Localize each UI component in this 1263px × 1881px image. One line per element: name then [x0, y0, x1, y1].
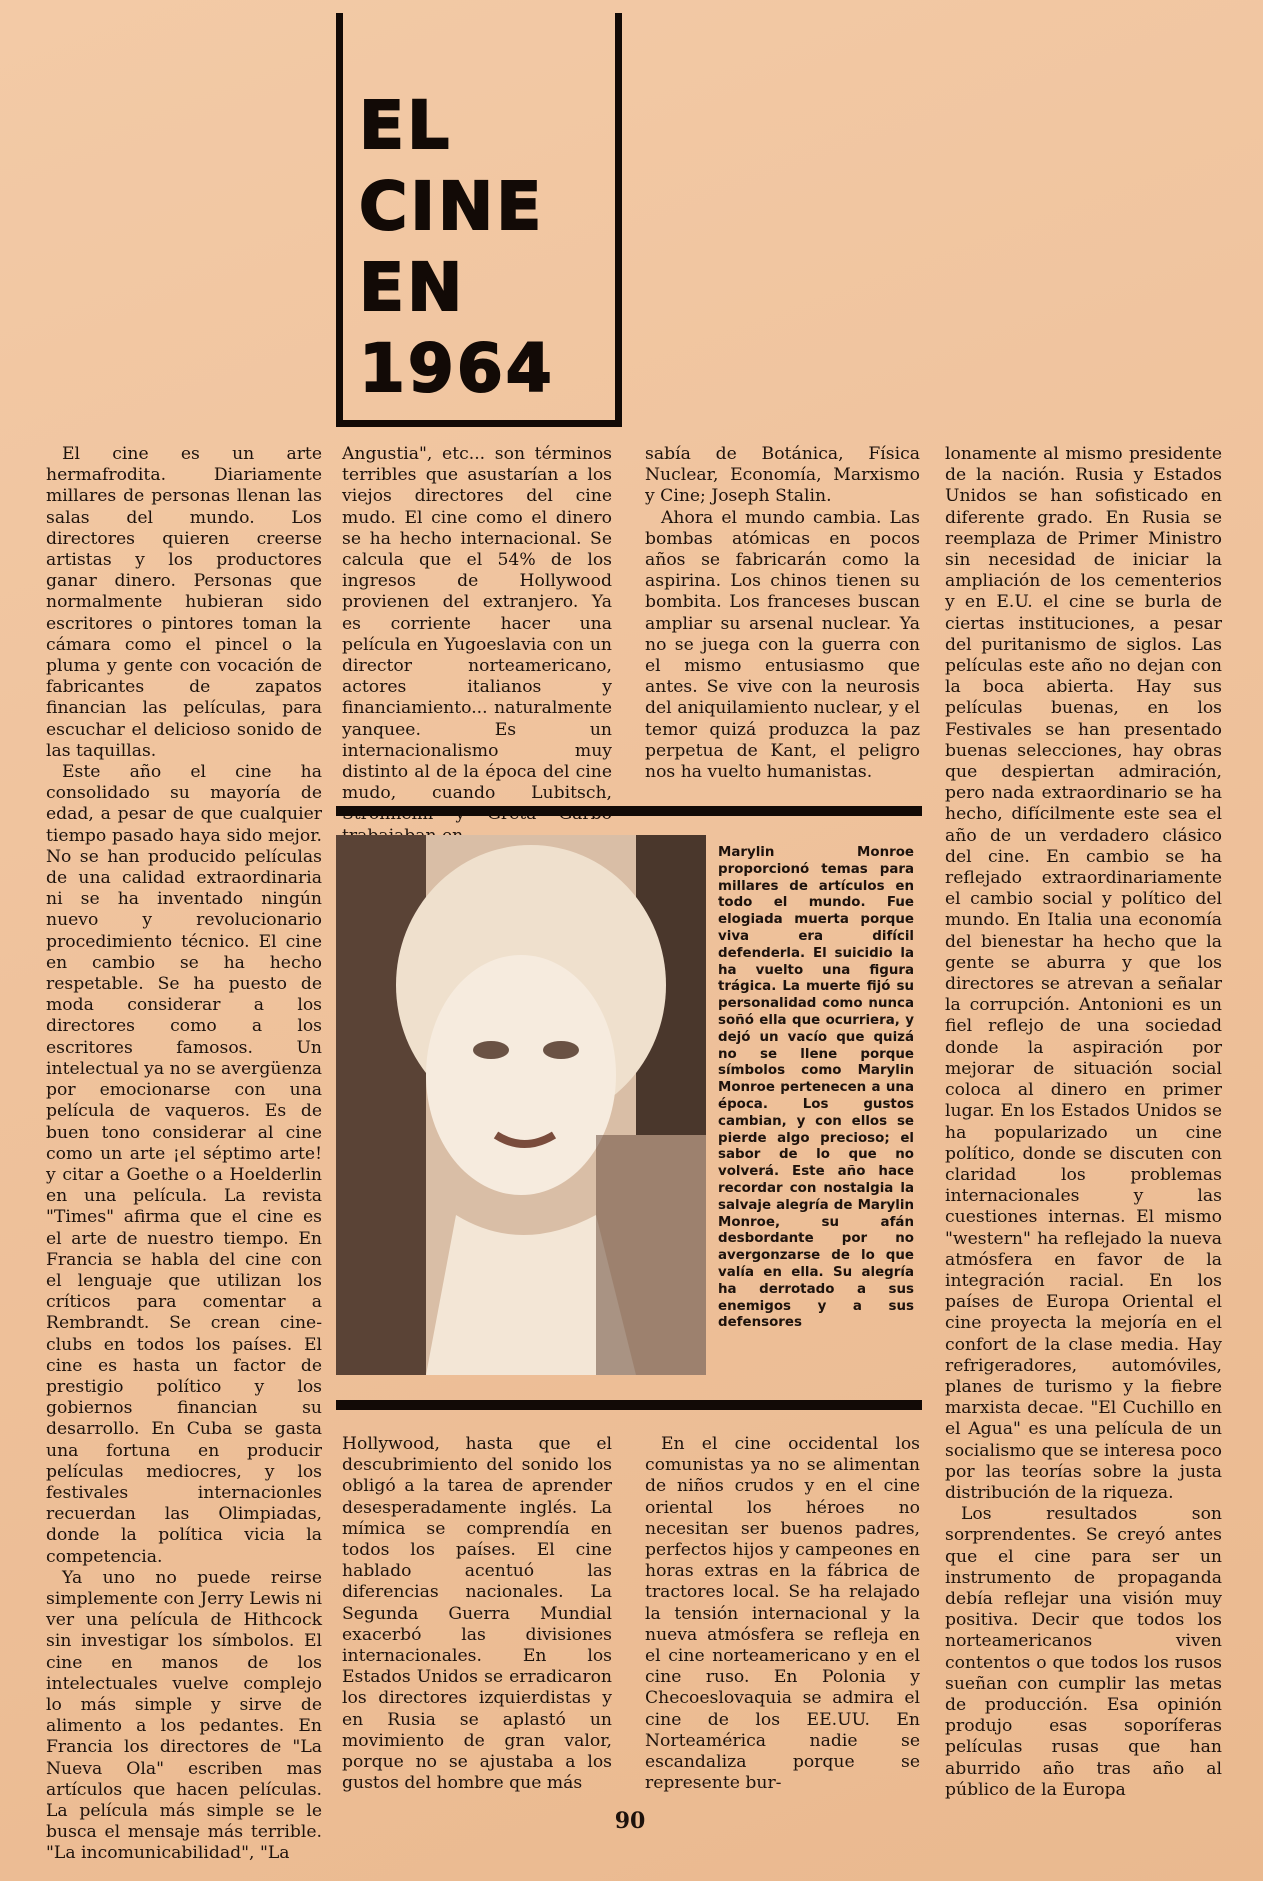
paragraph: Los resultados son sorprendentes. Se creyó antes que el cine para ser un instrumento de propaganda debía reflejar una visión muy positiva. Decir que todos los norteamericanos viven contentos o que todos los rusos sueñan con cumplir las metas de producción. Esa opinión produjo esas soporíferas películas rusas que han aburrido año tras año al público de la Europa	[945, 1504, 1222, 1800]
paragraph: Este año el cine ha consolidado su mayoría de edad, a pesar de que cualquier tiempo pasado haya sido mejor. No se han producido películas de una calidad extraordinaria ni se ha inventado ningún nuevo y revolucionario procedimiento técnico. El cine en cambio se ha hecho respetable. Se ha puesto de moda considerar a los directores como a los escritores famosos. Un intelectual ya no se avergüenza por emocionarse con una película de vaqueros. Es de buen tono considerar al cine como un arte ¡el séptimo arte! y citar a Goethe o a Hoelderlin en una película. La revista "Times" afirma que el cine es el arte de nuestro tiempo. En Francia se habla del cine con el lenguaje que utilizan los críticos para comentar a Rembrandt. Se crean cine-clubs en todos los países. El cine es hasta un factor de prestigio político y los gobiernos financian su desarrollo. En Cuba se gasta una fortuna en producir películas mediocres, y los festivales internacionles recuerdan las Olimpiadas, donde la política vicia la competencia.	[46, 762, 322, 1567]
paragraph: sabía de Botánica, Física Nuclear, Economía, Marxismo y Cine; Joseph Stalin.	[645, 444, 920, 507]
title-box	[336, 13, 622, 427]
paragraph: lonamente al mismo presidente de la nación. Rusia y Estados Unidos se han sofisticado en diferente grado. En Rusia se reemplaza de Primer Ministro sin necesidad de iniciar la ampliación de los cementerios y en E.U. el cine se burla de ciertas instituciones, a pesar del puritanismo de siglos. Las películas este año no dejan con la boca abierta. Hay sus películas buenas, en los Festivales se han presentado buenas selecciones, hay obras que despiertan admiración, pero nada extraordinario se ha hecho, difícilmente este sea el año de un verdadero clásico del cine. En cambio se ha reflejado extraordinariamente el cambio social y político del mundo. En Italia una economía del bienestar ha hecho que la gente se aburra y que los directores se atrevan a señalar la corrupción. Antonioni es un fiel reflejo de una sociedad donde la aspiración por mejorar de situación social coloca al dinero en primer lugar. En los Estados Unidos se ha popularizado un cine político, donde se discuten con claridad los problemas internacionales y las cuestiones internas. El mismo "western" ha reflejado la nueva atmósfera en favor de la integración racial. En los países de Europa Oriental el cine proyecta la mejoría en el confort de la clase media. Hay refrigeradores, automóviles, planes de turismo y la fiebre marxista decae. "El Cuchillo en el Agua" es una película de un socialismo que se interesa poco por las teorías sobre la justa distribución de la riqueza.	[945, 444, 1222, 1503]
paragraph: Ahora el mundo cambia. Las bombas atómicas en pocos años se fabricarán como la aspirina. Los chinos tienen su bombita. Los franceses buscan ampliar su arsenal nuclear. Ya no se juega con la guerra con el mismo entusiasmo que antes. Se vive con la neurosis del aniquilamiento nuclear, y el temor quizá produzca la paz perpetua de Kant, el peligro nos ha vuelto humanistas.	[645, 507, 920, 783]
divider-rule-top	[336, 806, 922, 816]
portrait-illustration	[336, 835, 706, 1375]
divider-rule-bottom	[336, 1400, 922, 1410]
title-line-en: EN	[359, 249, 466, 326]
paragraph: En el cine occidental los comunistas ya no se alimentan de niños crudos y en el cine oriental los héroes no necesitan ser buenos padres, perfectos hijos y campeones en horas extras en la fábrica de tractores local. Se ha relajado la tensión internacional y la nueva atmósfera se refleja en el cine norteamericano y en el cine ruso. En Polonia y Checoeslovaquia se admira el cine de los EE.UU. En Norteamérica nadie se escandaliza porque se represente bur-	[645, 1434, 920, 1794]
column-3-bottom	[645, 1434, 920, 1794]
marilyn-monroe-photo	[336, 835, 706, 1375]
photo-caption: Marylin Monroe proporcionó temas para millares de artículos en todo el mundo. Fue elogiada muerta porque viva era difícil defenderla. El suicidio la ha vuelto una figura trágica. La muerte fijó su personalidad como nunca soñó ella que ocurriera, y dejó un vacío que quizá no se llene porque símbolos como Marylin Monroe pertenecen a una época. Los gustos cambian, y con ellos se pierde algo precioso; el sabor de lo que no volverá. Este año hace recordar con nostalgia la salvaje alegría de Marylin Monroe, su afán desbordante por no avergonzarse de lo que valía en ella. Su alegría ha derrotado a sus enemigos y a sus defensores	[718, 845, 914, 1331]
title-line-el: EL	[359, 87, 453, 164]
column-3-top	[645, 444, 920, 806]
paragraph: Hollywood, hasta que el descubrimiento del sonido los obligó a la tarea de aprender desesperadamente inglés. La mímica se comprendía en todos los países. El cine hablado acentuó las diferencias nacionales. La Segunda Guerra Mundial exacerbó las divisiones internacionales. En los Estados Unidos se erradicaron los directores izquierdistas y en Rusia se aplastó un movimiento de gran valor, porque no se ajustaba a los gustos del hombre que más	[342, 1434, 612, 1794]
paragraph: Ya uno no puede reirse simplemente con Jerry Lewis ni ver una película de Hithcock sin investigar los símbolos. El cine en manos de los intelectuales vuelve complejo lo más simple y sirve de alimento a los pedantes. En Francia los directores de "La Nueva Ola" escriben mas artículos que hacen películas. La película más simple se le busca el mensaje más terrible. "La incomunicabilidad", "La	[46, 1567, 322, 1864]
column-2-bottom	[342, 1434, 612, 1794]
title-line-year: 1964	[359, 330, 555, 407]
title-line-cine: CINE	[359, 168, 545, 245]
paragraph: El cine es un arte hermafrodita. Diariamente millares de personas llenan las salas del mundo. Los directores quieren creerse artistas y los productores ganar dinero. Personas que normalmente hubieran sido escritores o pintores toman la cámara como el pincel o la pluma y gente con vocación de fabricantes de zapatos financian las películas, para escuchar el delicioso sonido de las taquillas.	[46, 444, 322, 761]
column-1	[46, 444, 322, 1864]
paragraph: Angustia", etc... son términos terribles que asustarían a los viejos directores del cine mudo. El cine como el dinero se ha hecho internacional. Se calcula que el 54% de los ingresos de Hollywood provienen del extranjero. Ya es corriente hacer una película en Yugoeslavia con un director norteamericano, actores italianos y financiamiento... naturalmente yanquee. Es un internacionalismo muy distinto al de la época del cine mudo, cuando Lubitsch,	[342, 444, 612, 804]
column-4	[945, 444, 1222, 1800]
page-number: 90	[614, 1808, 646, 1834]
column-2-top	[342, 444, 612, 806]
